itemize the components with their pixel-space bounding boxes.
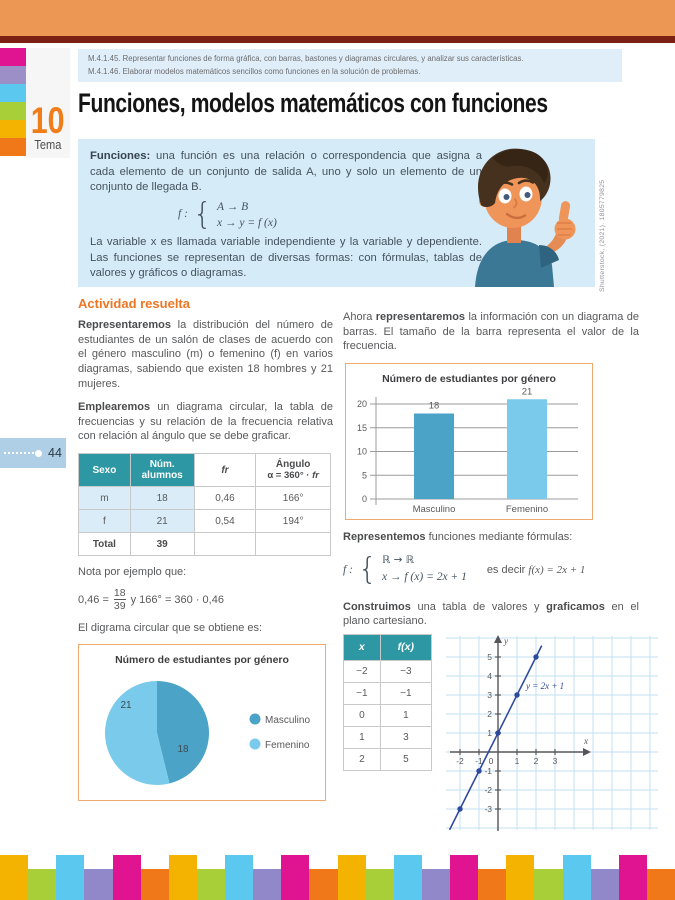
page-number-tab [0, 438, 66, 468]
formula-brace: { [357, 551, 377, 587]
svg-text:Masculino: Masculino [412, 503, 456, 515]
pie-chart-box [78, 644, 326, 801]
table-cell: 166° [256, 487, 331, 510]
es-decir-text [487, 564, 586, 576]
nota-lhs: 0,46 = [78, 593, 109, 606]
bar-chart-title: Número de estudiantes por género [382, 372, 556, 385]
angulo-formula-fr: fr [312, 470, 319, 481]
angulo-label: Ángulo [275, 459, 311, 470]
table-cell: 0,54 [194, 510, 256, 533]
es-decir-prefix: es decir [486, 563, 529, 576]
border-stripe [563, 855, 591, 900]
angulo-formula-text: α = 360° · [267, 470, 313, 481]
page-number: 44 [48, 446, 62, 460]
svg-text:-3: -3 [484, 803, 492, 814]
paragraph-text: la distribución del número de estudiantes de un salón de clases de acuerdo con el género masculino (m) o femenino (f) en varios diagramas, sabiendo que existen 18 hombres y 21 mujeres. [78, 319, 333, 390]
table-cell: 1 [380, 704, 431, 726]
definition-text: una función es una relación o correspondencia que asigna a cada elemento de un conjunto de salida A, uno y solo un elemento de un conjunto de llegada B. [90, 150, 482, 194]
top-banner [0, 0, 675, 36]
table-row [344, 704, 432, 726]
paragraph-construimos [343, 600, 639, 629]
bottom-border-stripes [0, 855, 675, 900]
svg-text:x: x [584, 735, 588, 746]
svg-text:10: 10 [356, 446, 367, 457]
border-stripe [366, 869, 394, 900]
svg-text:Masculino: Masculino [265, 715, 311, 727]
standard-line-1: M.4.1.45. Representar funciones de forma gráfica, con barras, bastones y diagramas circulares, y analizar sus características. [88, 54, 524, 63]
table-cell [194, 533, 256, 556]
paragraph-text: Ahora [343, 311, 376, 323]
es-decir-math: f(x) = 2x + 1 [528, 563, 586, 576]
col-header-num-alumnos: Núm. alumnos [130, 454, 194, 487]
svg-text:18: 18 [177, 744, 189, 756]
svg-text:3: 3 [552, 755, 558, 766]
table-cell [256, 533, 331, 556]
svg-text:4: 4 [487, 670, 492, 681]
formula-line-2: x → f (x) = 2x + 1 [382, 570, 467, 583]
paragraph-text: la información con un diagrama de barras. El tamaño de la barra representa el valor de la frecuencia. [343, 311, 639, 353]
svg-text:5: 5 [487, 651, 492, 662]
dotted-leader [4, 452, 34, 454]
paragraph-text: en el plano cartesiano. [343, 600, 639, 628]
right-column [343, 310, 661, 834]
table-cell: −2 [344, 660, 381, 682]
theme-stripe [0, 120, 26, 138]
frequency-table-body [79, 487, 331, 556]
theme-number: 10 [31, 99, 65, 141]
definition-box [78, 139, 595, 287]
svg-text:y = 2x + 1: y = 2x + 1 [526, 680, 565, 691]
svg-text:1: 1 [514, 755, 520, 766]
svg-text:Femenino: Femenino [505, 503, 549, 515]
function-formula [343, 547, 661, 593]
frequency-table-header [79, 454, 331, 487]
nota-formula [78, 584, 333, 616]
x-label: x [358, 641, 365, 654]
table-cell: 21 [130, 510, 194, 533]
page-title: Funciones, modelos matemáticos con funciones [78, 88, 548, 118]
table-row [79, 487, 331, 510]
bold-lead: Emplearemos [78, 401, 151, 414]
activity-heading: Actividad resuelta [78, 296, 190, 311]
border-stripe [0, 855, 28, 900]
definition-paragraph [90, 149, 482, 196]
table-cell: 5 [380, 748, 431, 770]
left-column [78, 296, 333, 801]
border-stripe [619, 855, 647, 900]
bold-word: representaremos [375, 311, 466, 323]
theme-stripe [0, 138, 26, 156]
svg-text:21: 21 [521, 386, 533, 398]
border-stripe [506, 855, 534, 900]
theme-stripe [0, 102, 26, 120]
border-stripe [281, 855, 309, 900]
values-table [343, 634, 432, 771]
svg-text:2: 2 [533, 755, 539, 766]
col-header-angulo [256, 454, 331, 487]
nota-rhs: y 166° = 360 · 0,46 [130, 593, 224, 606]
definition-text-2: La variable x es llamada variable independiente y la variable y dependiente. Las funciones se representan de diversas formas: con fórmulas, tablas de valores y gráficos o diagramas. [90, 236, 482, 280]
col-header-fr [194, 454, 256, 487]
table-cell: 194° [256, 510, 331, 533]
fraction-denominator: 39 [113, 600, 126, 613]
border-stripe [197, 869, 225, 900]
border-stripe [478, 869, 506, 900]
fr-label: fr [221, 464, 229, 476]
border-stripe [450, 855, 478, 900]
paragraph-text: un diagrama circular, la tabla de frecuencias y su relación de la frecuencia relativa con relación al ángulo que se debe graficar. [78, 401, 333, 443]
fraction-18-39 [114, 587, 126, 612]
border-stripe [84, 869, 112, 900]
svg-text:-2: -2 [456, 755, 464, 766]
svg-text:3: 3 [487, 689, 492, 700]
paragraph-text: una tabla de valores y [410, 600, 547, 613]
svg-text:1: 1 [487, 727, 492, 738]
table-cell: f [79, 510, 131, 533]
top-banner-underline [0, 36, 675, 43]
frequency-table [78, 453, 331, 556]
table-cell: −1 [344, 682, 381, 704]
svg-text:5: 5 [361, 470, 367, 481]
pie-chart-title: Número de estudiantes por género [115, 654, 289, 667]
table-row [79, 510, 331, 533]
svg-text:0: 0 [488, 755, 494, 766]
angulo-formula [256, 470, 330, 481]
formula-f-symbol: f : [343, 563, 353, 576]
svg-text:20: 20 [356, 398, 367, 409]
formula-left-group [343, 553, 467, 586]
table-cell: 18 [130, 487, 194, 510]
svg-text:15: 15 [356, 422, 367, 433]
table-and-graph-row [343, 634, 661, 834]
standards-box [78, 49, 622, 82]
theme-badge [26, 48, 70, 158]
leader-dot [35, 450, 42, 457]
formula-lines [217, 199, 277, 232]
pie-intro: El digrama circular que se obtiene es: [78, 621, 263, 634]
border-stripe [56, 855, 84, 900]
photo-credit: Shutterstock, (2021). 1805779825 [599, 179, 606, 292]
fx-label: f(x) [397, 641, 415, 654]
table-cell: 0,46 [194, 487, 256, 510]
bar-chart-box [345, 363, 593, 520]
values-table-body [344, 660, 432, 770]
standard-line-2: M.4.1.46. Elaborar modelos matemáticos sencillos como funciones en la solución de problemas. [88, 66, 421, 76]
paragraph-text: funciones mediante fórmulas: [425, 530, 573, 543]
svg-text:21: 21 [120, 700, 132, 712]
svg-text:-1: -1 [475, 755, 483, 766]
border-stripe [28, 869, 56, 900]
table-row [344, 726, 432, 748]
theme-label: Tema [34, 137, 62, 152]
table-cell: 0 [344, 704, 381, 726]
border-stripe [394, 855, 422, 900]
theme-stripe [0, 66, 26, 84]
definition-term: Funciones: [90, 150, 151, 162]
bold-word: Representemos [343, 530, 426, 543]
theme-stripe [0, 48, 26, 66]
table-cell: −1 [380, 682, 431, 704]
pie-chart-svg [79, 645, 324, 798]
line-graph-svg [446, 634, 660, 834]
bar-chart-svg [346, 364, 591, 518]
svg-text:Femenino: Femenino [265, 740, 310, 752]
paragraph-representaremos [78, 318, 333, 391]
formula-brace: { [192, 197, 212, 233]
col-header-x [344, 634, 381, 660]
formula-line-1: A → B [217, 200, 249, 213]
col-header-fx [380, 634, 431, 660]
bold-lead: Representaremos [78, 319, 171, 331]
nota-intro: Nota por ejemplo que: [78, 566, 187, 578]
table-cell: 3 [380, 726, 431, 748]
border-stripe [141, 869, 169, 900]
border-stripe [647, 869, 675, 900]
table-row [344, 682, 432, 704]
table-cell: m [79, 487, 131, 510]
border-stripe [591, 869, 619, 900]
table-cell: 2 [344, 748, 381, 770]
border-stripe [253, 869, 281, 900]
paragraph-representemos [343, 530, 639, 545]
border-stripe [422, 869, 450, 900]
border-stripe [309, 869, 337, 900]
table-cell: 1 [344, 726, 381, 748]
border-stripe [534, 869, 562, 900]
svg-text:18: 18 [428, 400, 440, 412]
theme-stripe [0, 84, 26, 102]
bold-word: Construimos [343, 600, 411, 613]
border-stripe [225, 855, 253, 900]
fraction-numerator: 18 [113, 587, 126, 600]
theme-stripes [0, 48, 26, 156]
table-row [344, 748, 432, 770]
border-stripe [169, 855, 197, 900]
table-cell: −3 [380, 660, 431, 682]
border-stripe [113, 855, 141, 900]
table-row [79, 533, 331, 556]
formula-lines [382, 553, 467, 586]
svg-text:0: 0 [361, 493, 367, 504]
svg-text:-2: -2 [484, 784, 492, 795]
paragraph-ahora [343, 310, 639, 354]
bold-word: graficamos [546, 600, 605, 613]
formula-line-2: x → y = f (x) [217, 217, 277, 230]
formula-line-1: ℝ → ℝ [382, 554, 415, 566]
border-stripe [338, 855, 366, 900]
student-illustration [453, 139, 593, 287]
svg-text:y: y [504, 635, 508, 646]
svg-text:-1: -1 [484, 765, 492, 776]
svg-text:2: 2 [487, 708, 492, 719]
values-table-header [344, 634, 432, 660]
table-row [344, 660, 432, 682]
table-cell: Total [79, 533, 131, 556]
paragraph-emplearemos [78, 400, 333, 444]
formula-f-symbol: f : [178, 208, 188, 221]
col-header-sexo: Sexo [79, 454, 131, 487]
table-cell: 39 [130, 533, 194, 556]
